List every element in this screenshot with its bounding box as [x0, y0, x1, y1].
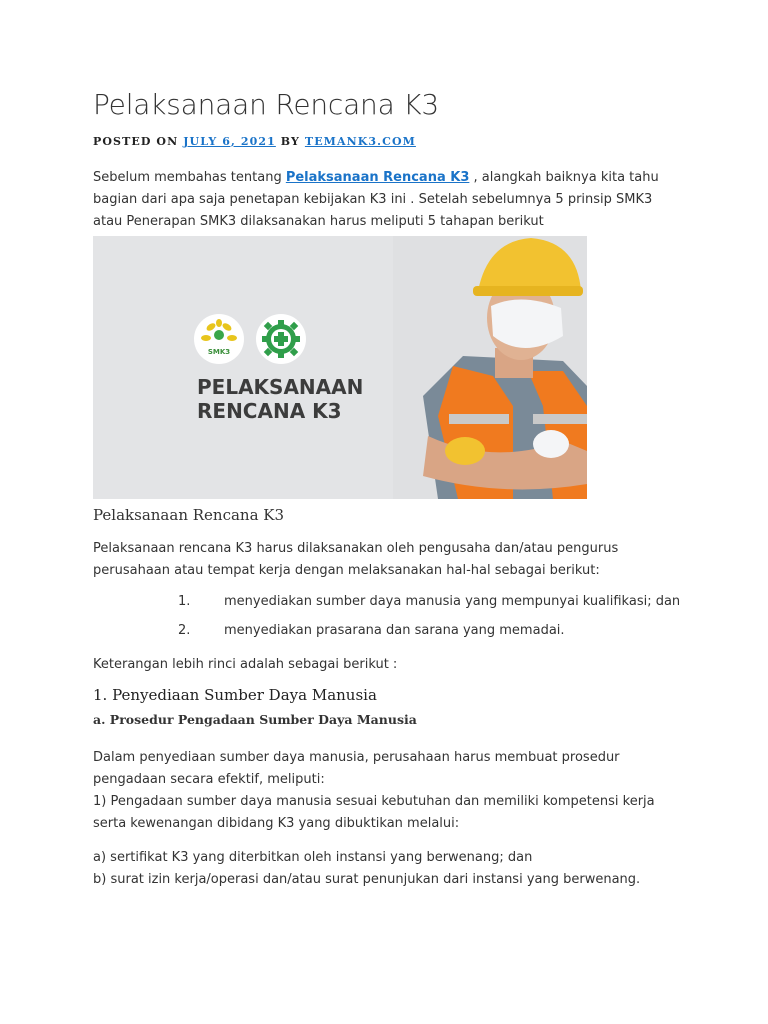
- author-link[interactable]: TEMANK3.COM: [304, 135, 416, 148]
- posted-on-label: POSTED ON: [93, 135, 179, 148]
- list-item: menyediakan prasarana dan sarana yang memadai.: [224, 623, 565, 638]
- section-intro-paragraph: Pelaksanaan rencana K3 harus dilaksanakan oleh pengusaha dan/atau pengurus perusahaan atau tempat kerja dengan melaksanakan hal-hal sebagai berikut:: [93, 541, 619, 578]
- list-item-number: 1.: [178, 594, 191, 609]
- paragraph-requirement: 1) Pengadaan sumber daya manusia sesuai kebutuhan dan memiliki kompetensi kerja serta kewenangan dibidang K3 yang dibuktikan melalui:: [93, 794, 655, 831]
- heading-subsection-1a: a. Prosedur Pengadaan Sumber Daya Manusia: [93, 712, 417, 727]
- smk3-logo-text: SMK3: [207, 348, 231, 356]
- hero-image: [93, 236, 587, 499]
- page-title: Pelaksanaan Rencana K3: [93, 88, 440, 121]
- post-date-link[interactable]: JULY 6, 2021: [183, 135, 276, 148]
- banner-line-2: RENCANA K3: [197, 399, 342, 423]
- intro-text-after: , alangkah baiknya kita tahu bagian dari apa saja penetapan kebijakan K3 ini . Setelah sebelumnya 5 prinsip SMK3 atau Penerapan SMK3 dilaksanakan harus meliputi 5 tahapan berikut: [93, 170, 659, 229]
- post-meta: [93, 135, 416, 148]
- intro-text-before: Sebelum membahas tentang: [93, 170, 286, 185]
- list-item-number: 2.: [178, 623, 191, 638]
- banner-line-1: PELAKSANAAN: [197, 375, 364, 399]
- image-caption: Pelaksanaan Rencana K3: [93, 506, 285, 524]
- details-intro: Keterangan lebih rinci adalah sebagai berikut :: [93, 657, 398, 672]
- paragraph-procurement: Dalam penyediaan sumber daya manusia, perusahaan harus membuat prosedur pengadaan secara efektif, meliputi:: [93, 750, 620, 787]
- intro-paragraph: [93, 167, 683, 233]
- heading-section-1: 1. Penyediaan Sumber Daya Manusia: [93, 686, 377, 704]
- safety-gear-icon: [256, 314, 306, 364]
- smk3-logo-icon: [194, 314, 244, 364]
- sub-item-b: b) surat izin kerja/operasi dan/atau surat penunjukan dari instansi yang berwenang.: [93, 872, 641, 887]
- by-label: BY: [280, 135, 300, 148]
- list-item: menyediakan sumber daya manusia yang mempunyai kualifikasi; dan: [224, 594, 681, 609]
- intro-article-link[interactable]: Pelaksanaan Rencana K3: [285, 170, 470, 185]
- sub-item-a: a) sertifikat K3 yang diterbitkan oleh instansi yang berwenang; dan: [93, 850, 533, 865]
- hero-illustration: [93, 236, 587, 499]
